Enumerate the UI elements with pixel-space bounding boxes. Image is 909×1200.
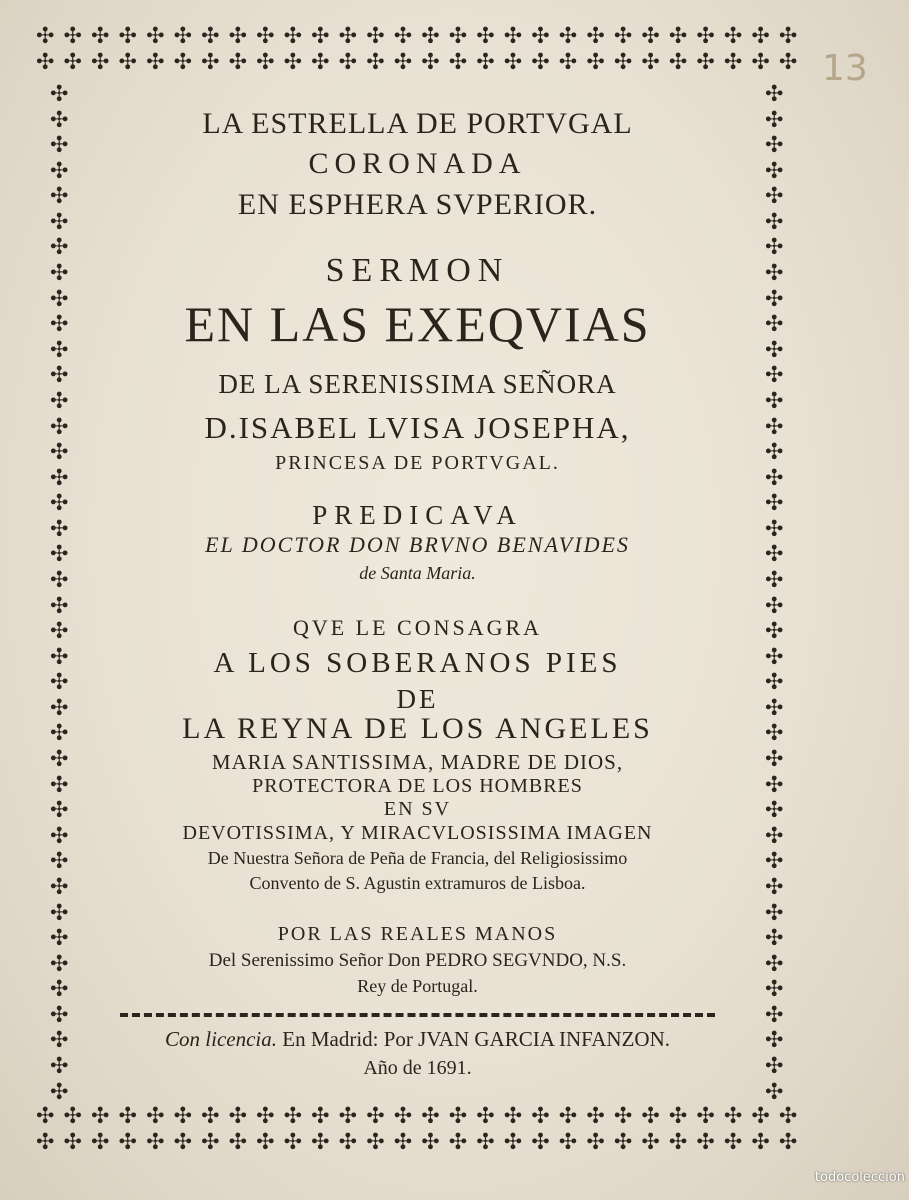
fleuron-icon bbox=[765, 777, 787, 799]
fleuron-icon bbox=[476, 54, 498, 76]
fleuron-icon bbox=[36, 1108, 58, 1130]
fleuron-icon bbox=[311, 1108, 333, 1130]
fleuron-icon bbox=[174, 1134, 196, 1156]
fleuron-icon bbox=[119, 28, 141, 50]
fleuron-icon bbox=[256, 1134, 278, 1156]
title-text-block bbox=[100, 95, 735, 1095]
fleuron-icon bbox=[50, 649, 72, 671]
fleuron-icon bbox=[765, 86, 787, 108]
fleuron-icon bbox=[765, 700, 787, 722]
fleuron-icon bbox=[366, 1108, 388, 1130]
fleuron-icon bbox=[765, 137, 787, 159]
fleuron-icon bbox=[765, 112, 787, 134]
fleuron-icon bbox=[779, 1134, 801, 1156]
fleuron-icon bbox=[339, 54, 361, 76]
fleuron-icon bbox=[50, 700, 72, 722]
fleuron-icon bbox=[284, 54, 306, 76]
title-line: LA ESTRELLA DE PORTVGAL bbox=[202, 107, 633, 140]
fleuron-icon bbox=[779, 54, 801, 76]
fleuron-icon bbox=[751, 28, 773, 50]
fleuron-icon bbox=[229, 54, 251, 76]
fleuron-icon bbox=[146, 54, 168, 76]
hands-line: Del Serenissimo Señor Don PEDRO SEGVNDO, N.S. bbox=[208, 950, 627, 971]
fleuron-icon bbox=[421, 1108, 443, 1130]
fleuron-icon bbox=[765, 725, 787, 747]
fleuron-icon bbox=[284, 1108, 306, 1130]
dedication-line: LA REYNA DE LOS ANGELES bbox=[182, 712, 653, 745]
fleuron-icon bbox=[669, 28, 691, 50]
fleuron-icon bbox=[765, 1058, 787, 1080]
fleuron-icon bbox=[50, 1058, 72, 1080]
fleuron-icon bbox=[765, 879, 787, 901]
fleuron-icon bbox=[449, 1134, 471, 1156]
fleuron-icon bbox=[765, 674, 787, 696]
imprint-year: Año de 1691. bbox=[363, 1057, 472, 1079]
imprint-line bbox=[100, 1027, 735, 1052]
fleuron-icon bbox=[36, 28, 58, 50]
fleuron-icon bbox=[50, 572, 72, 594]
fleuron-icon bbox=[641, 1108, 663, 1130]
fleuron-icon bbox=[696, 1108, 718, 1130]
fleuron-icon bbox=[36, 54, 58, 76]
fleuron-icon bbox=[765, 265, 787, 287]
fleuron-icon bbox=[765, 214, 787, 236]
fleuron-icon bbox=[765, 495, 787, 517]
fleuron-icon bbox=[256, 54, 278, 76]
sermon-heading: SERMON bbox=[325, 252, 510, 289]
fleuron-icon bbox=[779, 28, 801, 50]
fleuron-icon bbox=[50, 239, 72, 261]
fleuron-icon bbox=[614, 54, 636, 76]
fleuron-icon bbox=[50, 546, 72, 568]
fleuron-icon bbox=[614, 28, 636, 50]
fleuron-icon bbox=[751, 54, 773, 76]
fleuron-icon bbox=[765, 751, 787, 773]
fleuron-icon bbox=[449, 1108, 471, 1130]
fleuron-icon bbox=[146, 1108, 168, 1130]
fleuron-icon bbox=[765, 546, 787, 568]
fleuron-icon bbox=[765, 291, 787, 313]
title-line: CORONADA bbox=[308, 147, 527, 180]
fleuron-icon bbox=[765, 853, 787, 875]
fleuron-icon bbox=[50, 86, 72, 108]
fleuron-icon bbox=[724, 28, 746, 50]
fleuron-icon bbox=[765, 239, 787, 261]
fleuron-icon bbox=[201, 28, 223, 50]
fleuron-icon bbox=[531, 54, 553, 76]
fleuron-icon bbox=[724, 54, 746, 76]
fleuron-icon bbox=[394, 54, 416, 76]
fleuron-icon bbox=[64, 1108, 86, 1130]
fleuron-icon bbox=[586, 1134, 608, 1156]
title-line: D.ISABEL LVISA JOSEPHA, bbox=[204, 410, 631, 445]
imprint-place: En Madrid: Por JVAN GARCIA INFANZON. bbox=[282, 1027, 670, 1051]
imprint-licence: Con licencia. bbox=[165, 1027, 277, 1051]
border-top-row bbox=[36, 28, 801, 50]
fleuron-icon bbox=[421, 1134, 443, 1156]
fleuron-icon bbox=[531, 28, 553, 50]
site-watermark: todocoleccion bbox=[814, 1170, 905, 1185]
fleuron-icon bbox=[50, 956, 72, 978]
fleuron-icon bbox=[476, 1108, 498, 1130]
fleuron-icon bbox=[311, 1134, 333, 1156]
fleuron-icon bbox=[91, 1134, 113, 1156]
fleuron-icon bbox=[50, 342, 72, 364]
fleuron-icon bbox=[201, 1134, 223, 1156]
fleuron-icon bbox=[50, 802, 72, 824]
fleuron-icon bbox=[765, 572, 787, 594]
fleuron-icon bbox=[586, 1108, 608, 1130]
fleuron-icon bbox=[765, 905, 787, 927]
fleuron-icon bbox=[119, 54, 141, 76]
fleuron-icon bbox=[50, 598, 72, 620]
fleuron-icon bbox=[765, 393, 787, 415]
fleuron-icon bbox=[449, 28, 471, 50]
dedication-line: DEVOTISSIMA, Y MIRACVLOSISSIMA IMAGEN bbox=[182, 822, 653, 844]
fleuron-icon bbox=[765, 316, 787, 338]
title-line: PRINCESA DE PORTVGAL. bbox=[275, 452, 560, 474]
fleuron-icon bbox=[50, 137, 72, 159]
fleuron-icon bbox=[366, 54, 388, 76]
hands-line: Rey de Portugal. bbox=[357, 976, 478, 996]
fleuron-icon bbox=[394, 1134, 416, 1156]
fleuron-icon bbox=[256, 1108, 278, 1130]
border-bottom-row bbox=[36, 1108, 801, 1130]
fleuron-icon bbox=[724, 1134, 746, 1156]
fleuron-icon bbox=[641, 1134, 663, 1156]
title-line: DE LA SERENISSIMA SEÑORA bbox=[218, 369, 617, 399]
dedication-line: Convento de S. Agustin extramuros de Lisboa. bbox=[249, 873, 586, 893]
fleuron-icon bbox=[366, 1134, 388, 1156]
fleuron-icon bbox=[50, 495, 72, 517]
fleuron-icon bbox=[311, 28, 333, 50]
fleuron-icon bbox=[50, 1032, 72, 1054]
fleuron-icon bbox=[64, 54, 86, 76]
fleuron-icon bbox=[64, 1134, 86, 1156]
fleuron-icon bbox=[504, 28, 526, 50]
border-bottom-row-2 bbox=[36, 1134, 801, 1156]
fleuron-icon bbox=[765, 623, 787, 645]
fleuron-icon bbox=[765, 419, 787, 441]
fleuron-icon bbox=[174, 54, 196, 76]
fleuron-icon bbox=[641, 28, 663, 50]
fleuron-icon bbox=[339, 1134, 361, 1156]
fleuron-icon bbox=[765, 521, 787, 543]
fleuron-icon bbox=[229, 1108, 251, 1130]
fleuron-icon bbox=[50, 777, 72, 799]
fleuron-icon bbox=[765, 930, 787, 952]
fleuron-icon bbox=[119, 1108, 141, 1130]
fleuron-icon bbox=[256, 28, 278, 50]
main-title: EN LAS EXEQVIAS bbox=[184, 296, 651, 352]
fleuron-icon bbox=[531, 1134, 553, 1156]
fleuron-icon bbox=[765, 649, 787, 671]
fleuron-icon bbox=[284, 28, 306, 50]
fleuron-icon bbox=[765, 188, 787, 210]
fleuron-icon bbox=[421, 54, 443, 76]
fleuron-icon bbox=[669, 1134, 691, 1156]
fleuron-icon bbox=[91, 54, 113, 76]
fleuron-icon bbox=[50, 367, 72, 389]
fleuron-icon bbox=[119, 1134, 141, 1156]
fleuron-icon bbox=[64, 28, 86, 50]
fleuron-icon bbox=[669, 1108, 691, 1130]
fleuron-icon bbox=[50, 725, 72, 747]
dedication-line: DE bbox=[396, 684, 439, 714]
fleuron-icon bbox=[765, 342, 787, 364]
fleuron-icon bbox=[91, 1108, 113, 1130]
fleuron-icon bbox=[36, 1134, 58, 1156]
fleuron-icon bbox=[586, 28, 608, 50]
fleuron-icon bbox=[765, 367, 787, 389]
dedication-line: QVE LE CONSAGRA bbox=[292, 615, 543, 640]
fleuron-icon bbox=[559, 28, 581, 50]
dedication-line: MARIA SANTISSIMA, MADRE DE DIOS, bbox=[211, 750, 624, 774]
fleuron-icon bbox=[50, 291, 72, 313]
fleuron-icon bbox=[229, 28, 251, 50]
fleuron-icon bbox=[765, 1032, 787, 1054]
fleuron-icon bbox=[586, 54, 608, 76]
fleuron-icon bbox=[641, 54, 663, 76]
folio-mark: 13 bbox=[822, 48, 868, 89]
fleuron-icon bbox=[504, 1134, 526, 1156]
hands-line: POR LAS REALES MANOS bbox=[277, 923, 558, 945]
fleuron-icon bbox=[50, 981, 72, 1003]
fleuron-icon bbox=[696, 28, 718, 50]
title-line: EN ESPHERA SVPERIOR. bbox=[237, 188, 598, 221]
fleuron-icon bbox=[50, 1084, 72, 1106]
fleuron-icon bbox=[50, 905, 72, 927]
fleuron-icon bbox=[614, 1108, 636, 1130]
fleuron-icon bbox=[765, 598, 787, 620]
fleuron-icon bbox=[50, 444, 72, 466]
fleuron-icon bbox=[669, 54, 691, 76]
fleuron-icon bbox=[50, 828, 72, 850]
preacher-heading: PREDICAVA bbox=[312, 500, 523, 530]
fleuron-icon bbox=[765, 956, 787, 978]
dedication-line: A LOS SOBERANOS PIES bbox=[213, 647, 622, 679]
fleuron-icon bbox=[476, 28, 498, 50]
fleuron-icon bbox=[146, 1134, 168, 1156]
fleuron-icon bbox=[765, 802, 787, 824]
fleuron-icon bbox=[394, 1108, 416, 1130]
fleuron-icon bbox=[50, 853, 72, 875]
fleuron-icon bbox=[765, 444, 787, 466]
dedication-line: De Nuestra Señora de Peña de Francia, del Religiosissimo bbox=[207, 848, 628, 868]
fleuron-icon bbox=[201, 1108, 223, 1130]
fleuron-icon bbox=[50, 930, 72, 952]
dedication-line: PROTECTORA DE LOS HOMBRES bbox=[252, 775, 583, 797]
fleuron-icon bbox=[229, 1134, 251, 1156]
fleuron-icon bbox=[174, 1108, 196, 1130]
fleuron-icon bbox=[559, 1108, 581, 1130]
fleuron-icon bbox=[50, 188, 72, 210]
fleuron-icon bbox=[504, 1108, 526, 1130]
fleuron-icon bbox=[765, 828, 787, 850]
fleuron-icon bbox=[504, 54, 526, 76]
fleuron-icon bbox=[50, 674, 72, 696]
fleuron-icon bbox=[724, 1108, 746, 1130]
fleuron-icon bbox=[751, 1134, 773, 1156]
fleuron-icon bbox=[531, 1108, 553, 1130]
fleuron-icon bbox=[559, 1134, 581, 1156]
fleuron-icon bbox=[50, 265, 72, 287]
preacher-name: EL DOCTOR DON BRVNO BENAVIDES bbox=[205, 532, 630, 557]
fleuron-icon bbox=[146, 28, 168, 50]
border-left-column bbox=[36, 86, 86, 1106]
fleuron-icon bbox=[751, 1108, 773, 1130]
fleuron-icon bbox=[476, 1134, 498, 1156]
fleuron-icon bbox=[614, 1134, 636, 1156]
fleuron-icon bbox=[366, 28, 388, 50]
fleuron-icon bbox=[339, 1108, 361, 1130]
fleuron-icon bbox=[50, 879, 72, 901]
fleuron-icon bbox=[50, 470, 72, 492]
fleuron-icon bbox=[696, 1134, 718, 1156]
fleuron-icon bbox=[449, 54, 471, 76]
fleuron-icon bbox=[284, 1134, 306, 1156]
fleuron-icon bbox=[559, 54, 581, 76]
fleuron-icon bbox=[765, 1084, 787, 1106]
fleuron-icon bbox=[50, 163, 72, 185]
border-right-column bbox=[751, 86, 801, 1106]
fleuron-icon bbox=[50, 521, 72, 543]
fleuron-icon bbox=[201, 54, 223, 76]
fleuron-icon bbox=[50, 623, 72, 645]
preacher-name-continued: de Santa Maria. bbox=[359, 563, 476, 583]
divider-rule bbox=[120, 1013, 715, 1017]
fleuron-icon bbox=[765, 163, 787, 185]
fleuron-icon bbox=[91, 28, 113, 50]
fleuron-icon bbox=[339, 28, 361, 50]
fleuron-icon bbox=[421, 28, 443, 50]
fleuron-icon bbox=[765, 981, 787, 1003]
fleuron-icon bbox=[394, 28, 416, 50]
fleuron-icon bbox=[696, 54, 718, 76]
fleuron-icon bbox=[50, 112, 72, 134]
fleuron-icon bbox=[174, 28, 196, 50]
dedication-line: EN SV bbox=[383, 798, 452, 820]
fleuron-icon bbox=[765, 1007, 787, 1029]
fleuron-icon bbox=[50, 316, 72, 338]
fleuron-icon bbox=[765, 470, 787, 492]
fleuron-icon bbox=[50, 1007, 72, 1029]
fleuron-icon bbox=[50, 393, 72, 415]
fleuron-icon bbox=[50, 214, 72, 236]
fleuron-icon bbox=[50, 419, 72, 441]
fleuron-icon bbox=[311, 54, 333, 76]
border-top-row-2 bbox=[36, 54, 801, 76]
fleuron-icon bbox=[50, 751, 72, 773]
fleuron-icon bbox=[779, 1108, 801, 1130]
